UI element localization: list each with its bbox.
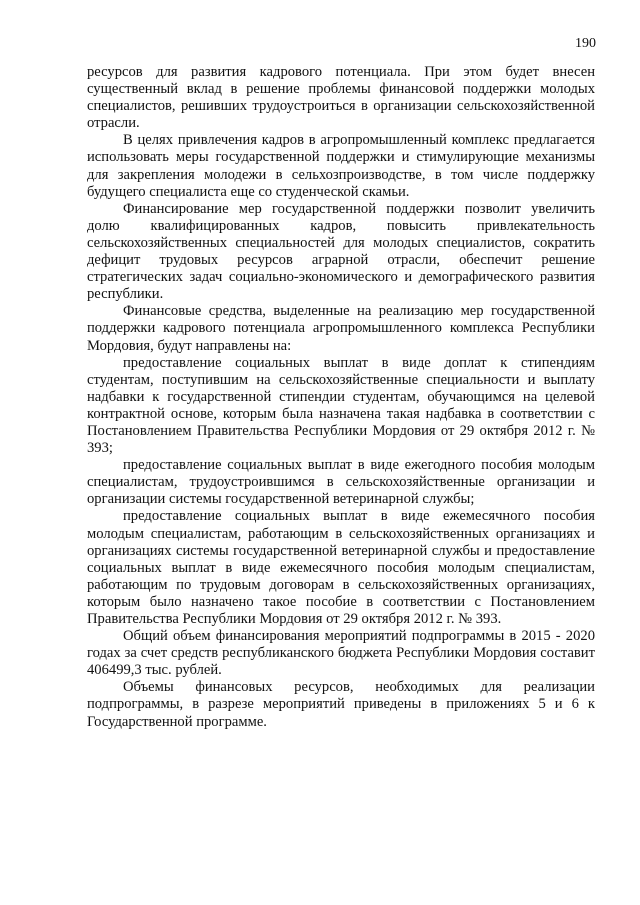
paragraph-total-funding: Общий объем финансирования мероприятий подпрограммы в 2015 - 2020 годах за счет средств республиканского бюджета Республики Мордовия составит 406499,3 тыс. рублей.: [87, 628, 595, 679]
paragraph-continuation: ресурсов для развития кадрового потенциала. При этом будет внесен существенный вклад в решение проблемы финансовой поддержки молодых специалистов, решивших трудоустроиться в организации сельскохозяйственной отрасли.: [87, 64, 595, 132]
paragraph-financing-support: Финансирование мер государственной поддержки позволит увеличить долю квалифицированных кадров, повысить привлекательность сельскохозяйственных специальностей для молодых специалистов, сократить дефицит трудовых ресурсов аграрной отрасли, обеспечит решение стратегических задач социально-экономического и демографического развития республики.: [87, 200, 595, 303]
paragraph-resources-appendices: Объемы финансовых ресурсов, необходимых для реализации подпрограммы, в разрезе мероприятий приведены в приложениях 5 и 6 к Государственной программе.: [87, 679, 595, 730]
body-text: [87, 64, 595, 731]
paragraph-attracting-personnel: В целях привлечения кадров в агропромышленный комплекс предлагается использовать меры государственной поддержки и стимулирующие механизмы для закрепления молодежи в сельхозпроизводстве, в том числе поддержку будущего специалиста еще со студенческой скамьи.: [87, 132, 595, 200]
list-item-stipend-payments: предоставление социальных выплат в виде доплат к стипендиям студентам, поступившим на сельскохозяйственные специальности и выплату надбавки к государственной стипендии студентам, обучающимся на целевой контрактной основе, которым была назначена такая надбавка в соответствии с Постановлением Правительства Республики Мордовия от 29 октября 2012 г. № 393;: [87, 354, 595, 457]
paragraph-funds-directed: Финансовые средства, выделенные на реализацию мер государственной поддержки кадрового потенциала агропромышленного комплекса Республики Мордовия, будут направлены на:: [87, 303, 595, 354]
list-item-monthly-allowance: предоставление социальных выплат в виде ежемесячного пособия молодым специалистам, работающим в сельскохозяйственных организациях и организациях системы государственной ветеринарной службы и предоставление социальных выплат в виде ежемесячного пособия молодым специалистам, работающим по трудовым договорам в сельскохозяйственных организациях, которым было назначено такое пособие в соответствии с Постановлением Правительства Республики Мордовия от 29 октября 2012 г. № 393.: [87, 508, 595, 627]
list-item-annual-allowance: предоставление социальных выплат в виде ежегодного пособия молодым специалистам, трудоустроившимся в сельскохозяйственные организации и организации системы государственной ветеринарной службы;: [87, 457, 595, 508]
page-number: 190: [575, 36, 596, 51]
